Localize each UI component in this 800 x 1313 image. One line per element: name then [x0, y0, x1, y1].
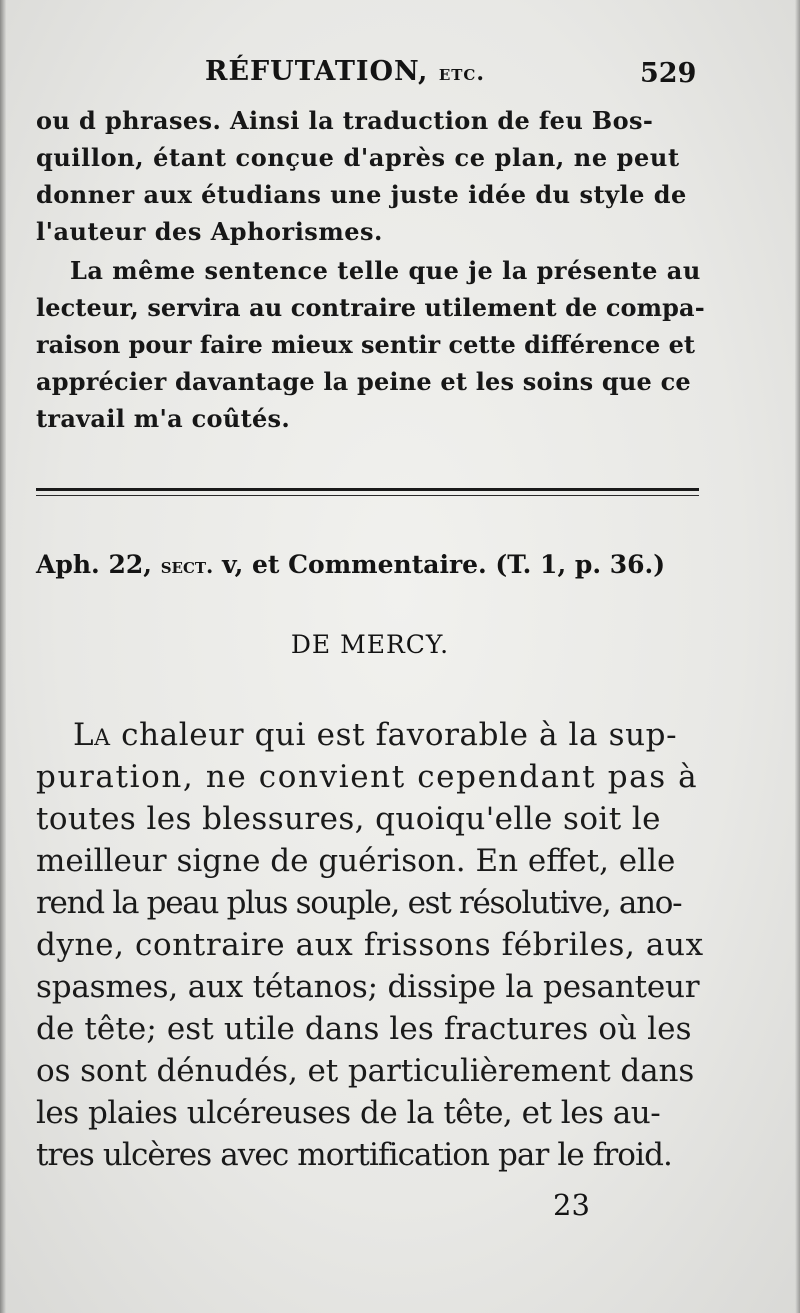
text-line: os sont dénudés, et particulièrement dans [36, 1053, 695, 1089]
text-line: spasmes, aux tétanos; dissipe la pesanteur [36, 969, 700, 1005]
text-line: raison pour faire mieux sentir cette différence et [36, 330, 695, 359]
text-line: donner aux étudians une juste idée du style de [36, 180, 687, 209]
aph-number: Aph. 22, [36, 550, 152, 579]
first-line-text: chaleur qui est favorable à la sup- [110, 717, 678, 753]
section-rule-thin [36, 495, 699, 496]
text-line: rend la peau plus souple, est résolutive, ano- [36, 885, 682, 921]
sect-label: sect. [160, 553, 214, 578]
running-head-etc: etc. [438, 60, 486, 86]
text-line: lecteur, servira au contraire utilement de compa- [36, 293, 705, 322]
body-first-line [73, 717, 677, 753]
running-head [205, 56, 485, 87]
page-number: 529 [640, 58, 697, 89]
text-line: quillon, étant conçue d'après ce plan, ne peut [36, 143, 680, 172]
running-head-title: RÉFUTATION, [205, 56, 429, 87]
text-line: toutes les blessures, quoiqu'elle soit le [36, 801, 661, 837]
text-line: puration, ne convient cependant pas à [36, 759, 699, 795]
text-line: ou d phrases. Ainsi la traduction de feu Bos- [36, 106, 654, 135]
page-edge-right [795, 0, 800, 1313]
text-line: meilleur signe de guérison. En effet, elle [36, 843, 676, 879]
text-line: tres ulcères avec mortification par le froid. [36, 1137, 672, 1173]
text-line: apprécier davantage la peine et les soins que ce [36, 367, 691, 396]
aphorism-reference [36, 550, 665, 579]
text-line: les plaies ulcéreuses de la tête, et les au- [36, 1095, 661, 1131]
text-line: l'auteur des Aphorismes. [36, 217, 383, 246]
text-line: dyne, contraire aux frissons fébriles, aux [36, 927, 704, 963]
reference-rest: v, et Commentaire. (T. 1, p. 36.) [222, 550, 666, 579]
text-line: La même sentence telle que je la présente au [70, 256, 701, 285]
section-rule-thick [36, 488, 699, 491]
initial-word: La [73, 717, 111, 753]
signature-mark: 23 [553, 1188, 590, 1222]
text-line: de tête; est utile dans les fractures où les [36, 1011, 692, 1047]
text-line: travail m'a coûtés. [36, 404, 291, 433]
section-title: DE MERCY. [290, 630, 450, 659]
